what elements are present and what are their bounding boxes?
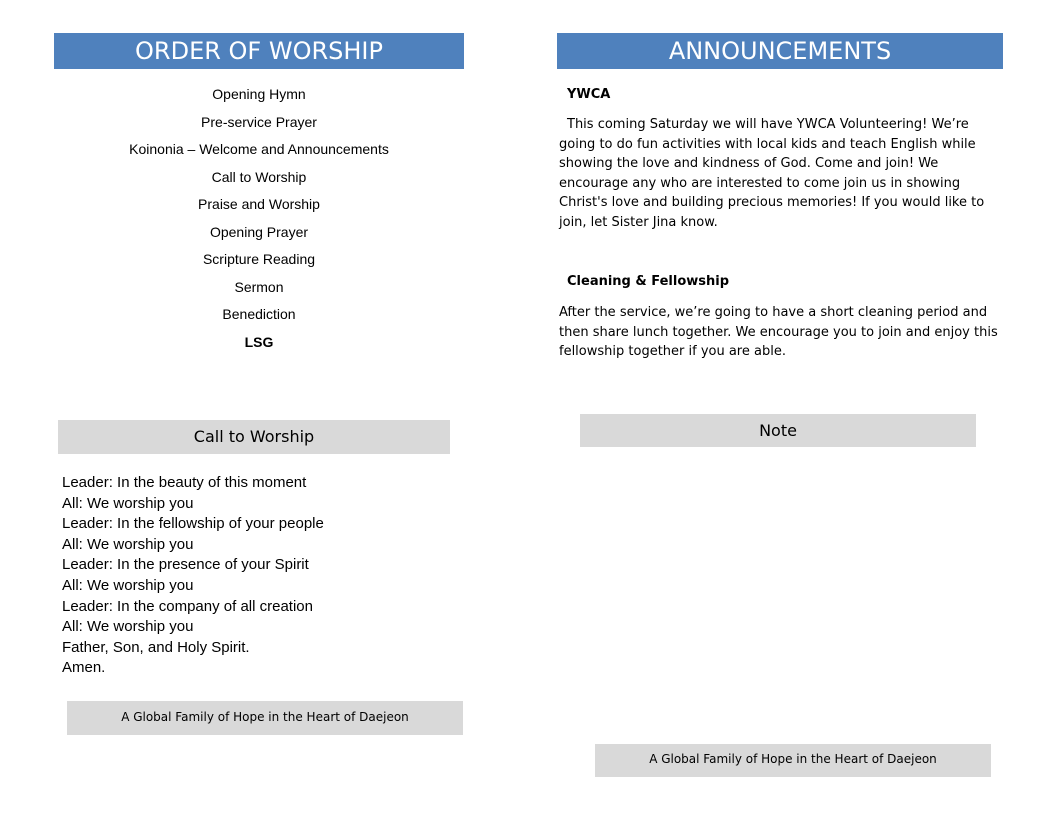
ywca-heading: YWCA <box>567 87 611 102</box>
cleaning-heading: Cleaning & Fellowship <box>567 274 730 289</box>
announcements-title: ANNOUNCEMENTS <box>557 33 1003 69</box>
order-item-lsg: LSG <box>244 333 274 350</box>
call-line: Leader: In the beauty of this moment <box>62 474 307 491</box>
call-line: Leader: In the company of all creation <box>62 597 313 615</box>
order-item-benediction: Benediction <box>222 306 296 322</box>
call-line: All: We worship you <box>62 576 194 594</box>
call-line: Father, Son, and Holy Spirit. <box>62 638 250 656</box>
order-of-worship-title: ORDER OF WORSHIP <box>54 33 464 69</box>
order-item-opening-prayer: Opening Prayer <box>209 223 309 240</box>
order-item-opening-hymn: Opening Hymn <box>212 86 306 102</box>
call-line: All: We worship you <box>62 618 194 636</box>
cleaning-body: After the service, we’re going to have a short cleaning period and then share lunch together. We encourage you to join and enjoy this fellowship together if you are able. <box>559 305 998 360</box>
order-item-scripture-reading: Scripture Reading <box>202 251 316 267</box>
order-item-koinonia: Koinonia – Welcome and Announcements <box>129 141 389 157</box>
call-line: Leader: In the fellowship of your people <box>62 515 324 533</box>
footer-tagline-right: A Global Family of Hope in the Heart of Daejeon <box>595 744 991 777</box>
ywca-body: This coming Saturday we will have YWCA Volunteering! We’re going to do fun activities with local kids and teach English while showing the love and kindness of God. Come and join! We encourage any who are interested to come join us in showing Christ's love and building precious memories! If you would like to join, let Sister Jina know. <box>559 117 985 230</box>
note-heading: Note <box>580 414 976 447</box>
call-line: Amen. <box>62 659 106 677</box>
call-to-worship-heading: Call to Worship <box>58 420 450 454</box>
order-item-sermon: Sermon <box>234 278 284 295</box>
order-item-call-to-worship: Call to Worship <box>211 168 307 185</box>
call-to-worship-text <box>62 473 442 679</box>
order-item-praise-and-worship: Praise and Worship <box>198 196 320 212</box>
call-line: All: We worship you <box>62 535 194 553</box>
order-item-pre-service-prayer: Pre-service Prayer <box>201 113 317 130</box>
call-line: Leader: In the presence of your Spirit <box>62 556 309 574</box>
footer-tagline-left: A Global Family of Hope in the Heart of Daejeon <box>67 701 463 735</box>
order-of-worship-list <box>54 84 464 359</box>
call-line: All: We worship you <box>62 494 194 512</box>
